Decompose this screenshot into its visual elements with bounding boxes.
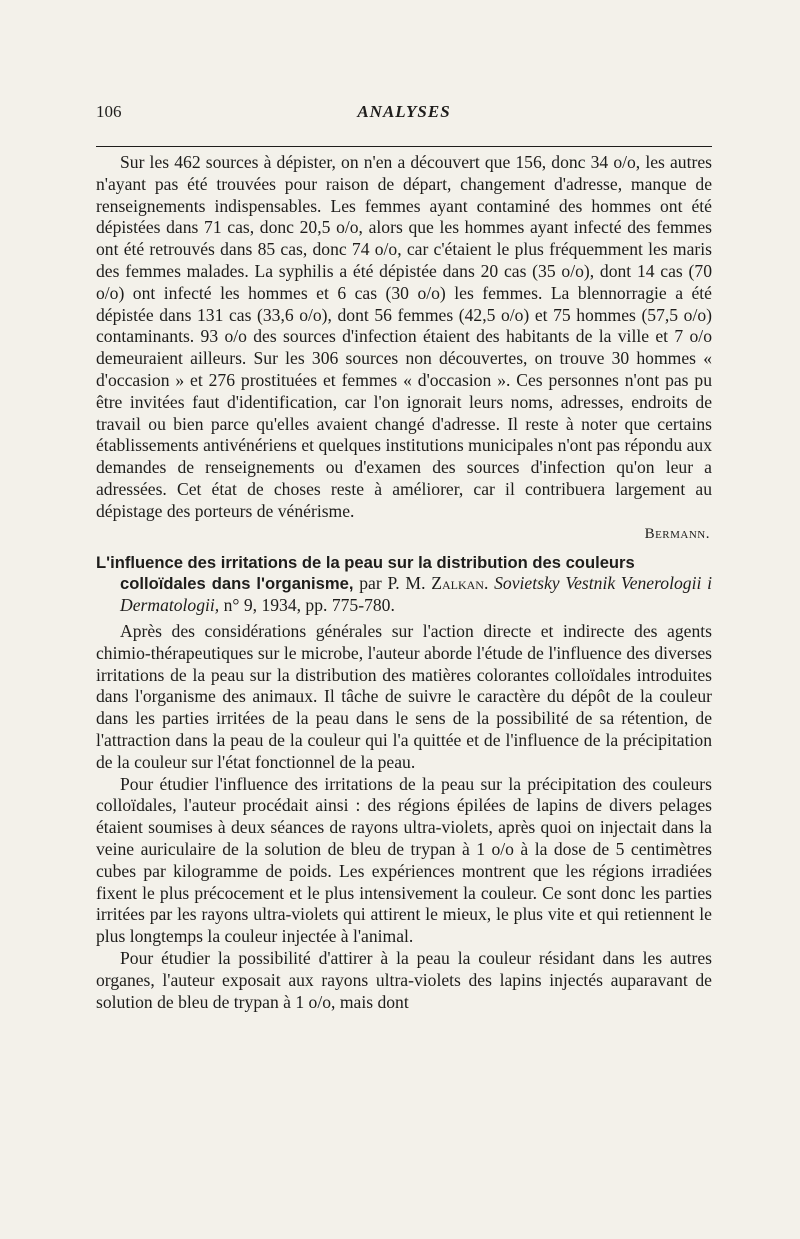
article-title-line2: colloïdales dans l'organisme, bbox=[120, 574, 354, 594]
body-text bbox=[96, 152, 712, 1013]
running-head bbox=[96, 100, 712, 130]
article-citation: n° 9, 1934, pp. 775-780. bbox=[219, 594, 395, 615]
paragraph-introduction: Après des considérations générales sur l'action directe et indirecte des agents chimio-thérapeutiques sur le microbe, l'auteur aborde l'étude de l'influence des diverses irritations de la peau sur la distribution des matières colorantes colloïdales introduites dans l'organisme des animaux. Il tâche de suivre le caractère du dépôt de la couleur dans les parties irritées de la peau dans le sens de la possibilité de sa rétention, de l'attraction dans la peau de la couleur qui l'a quittée et de l'influence de la précipitation de la couleur sur l'état fonctionnel de la peau. bbox=[96, 621, 712, 772]
reviewer-signature: Bermann. bbox=[644, 525, 710, 542]
running-title: ANALYSES bbox=[357, 102, 451, 121]
article-journal: Sovietsky Vestnik Venerologii i Dermatologii, bbox=[120, 573, 712, 615]
article-author: Zalkan. bbox=[431, 573, 489, 594]
paragraph-sources-statistics: Sur les 462 sources à dépister, on n'en a découvert que 156, donc 34 o/o, les autres n'ayant pas été trouvées pour raison de départ, changement d'adresse, manque de renseignements indispensables. Les femmes ayant contaminé des hommes ont été dépistées dans 71 cas, donc 20,5 o/o, alors que les hommes ayant infecté des femmes ont été retrouvés dans 85 cas, donc 74 o/o, car c'étaient le plus fréquemment les maris des femmes malades. La syphilis a été dépistée dans 20 cas (35 o/o), dont 14 cas (70 o/o) ont infecté les hommes et 6 cas (30 o/o) les femmes. La blennorragie a été dépistée dans 131 cas (33,6 o/o), dont 56 femmes (42,5 o/o) et 75 hommes (57,5 o/o) contaminants. 93 o/o des sources d'infection étaient des habitants de la ville et 7 o/o demeuraient ailleurs. Sur les 306 sources non découvertes, on trouve 30 hommes « d'occasion » et 276 prostituées et femmes « d'occasion ». Ces personnes n'ont pas pu être invitées faut d'identification, car l'on ignorait leurs noms, adresses, endroits de travail ou bien parce qu'elles avaient changé d'adresse. Il reste à noter que certains établissements antivénériens et quelques institutions municipales n'ont pas répondu aux demandes de renseignements ou d'examen des sources d'infection qu'on leur a adressées. Cet état de choses reste à améliorer, car il contribuera largement au dépistage des porteurs de vénérisme. bbox=[96, 152, 712, 521]
article-title-line1: L'influence des irritations de la peau sur la distribution des couleurs bbox=[96, 552, 635, 572]
article-by: par P. M. bbox=[353, 573, 432, 594]
page-number: 106 bbox=[96, 102, 122, 121]
paragraph-continuation: Pour étudier la possibilité d'attirer à la peau la couleur résidant dans les autres organes, l'auteur exposait aux rayons ultra-violets des lapins injectés auparavant de solution de bleu de trypan à 1 o/o, mais dont bbox=[96, 948, 712, 1012]
article-heading bbox=[96, 552, 712, 616]
article-heading-line2 bbox=[96, 573, 712, 615]
paragraph-method: Pour étudier l'influence des irritations de la peau sur la précipitation des couleurs colloïdales, l'auteur procédait ainsi : des régions épilées de lapins de divers pelages étaient soumises à deux séances de rayons ultra-violets, après quoi on injectait dans la veine auriculaire de la solution de bleu de trypan à 1 o/o à la dose de 5 centimètres cubes par kilogramme de poids. Les expériences montrent que les régions irradiées fixent le plus précocement et le plus intensivement la couleur. Ce sont donc les parties irritées par les rayons ultra-violets qui attirent le mieux, le plus vite et qui retiennent le plus longtemps la couleur injectée à l'animal. bbox=[96, 773, 712, 947]
journal-page bbox=[96, 100, 712, 1012]
header-rule bbox=[96, 146, 712, 147]
